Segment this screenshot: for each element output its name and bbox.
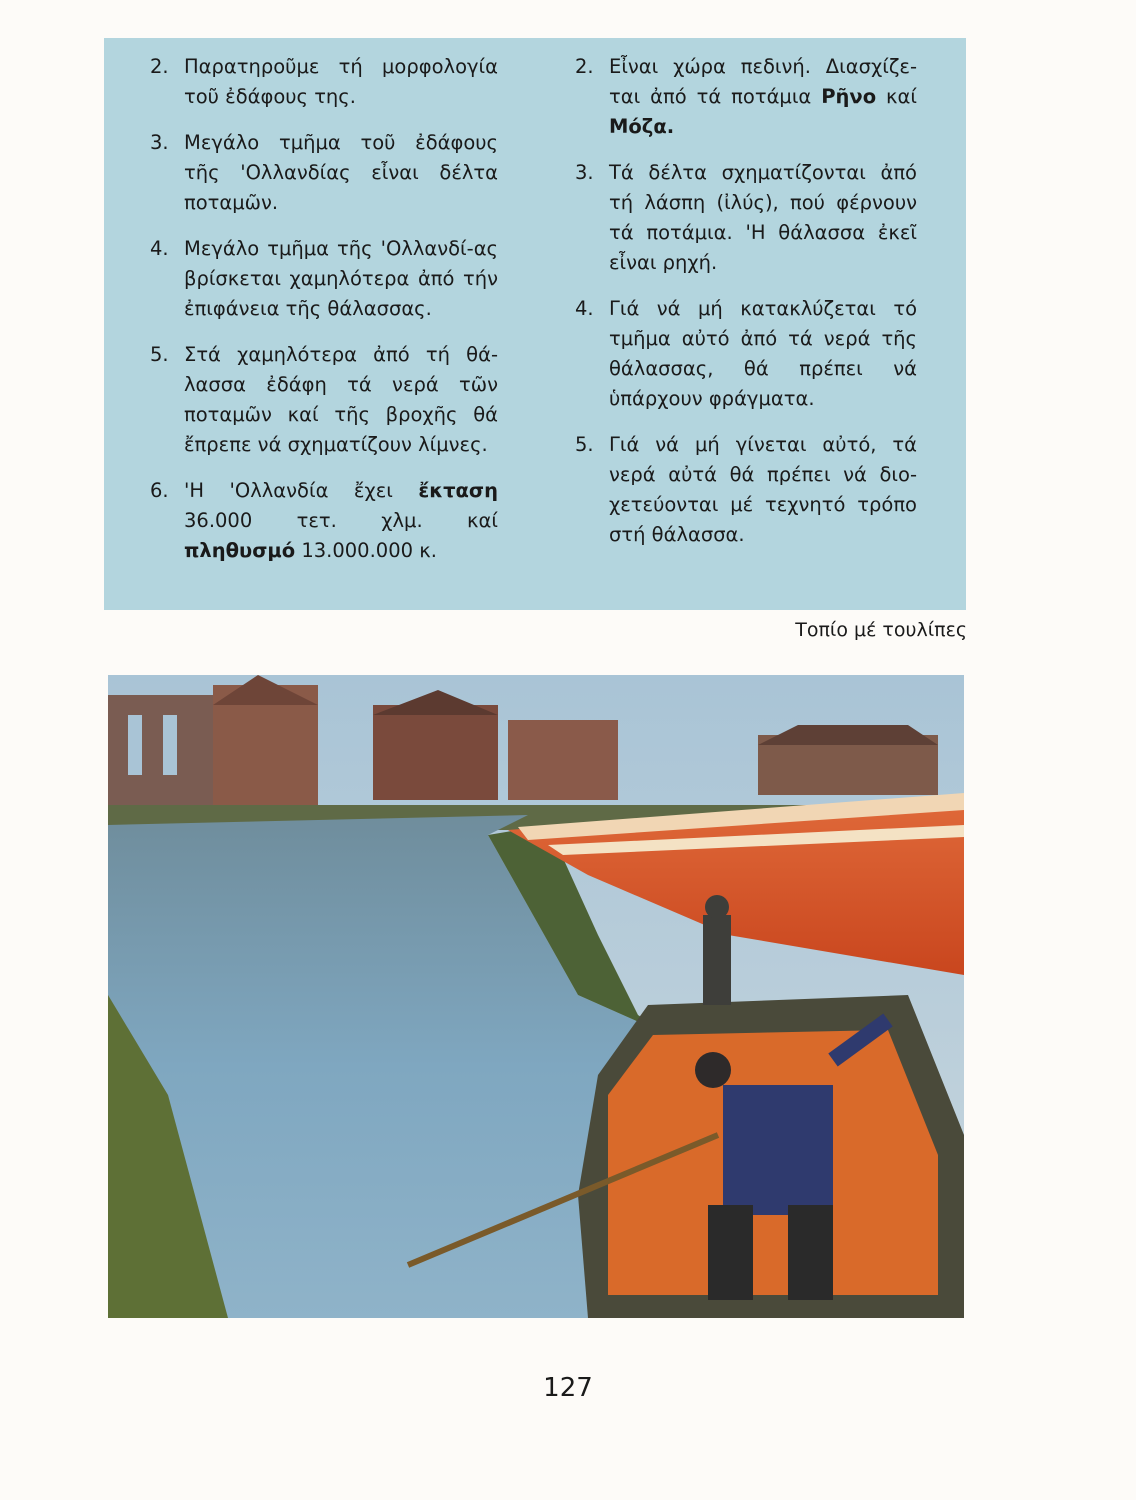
item-text [184, 340, 498, 460]
item-number: 3. [150, 131, 169, 154]
item-text [184, 128, 498, 218]
text-span: Μεγάλο τμῆμα τοῦ ἐδάφους τῆς 'Ολλανδίας εἶναι δέλτα ποταμῶν. [184, 131, 498, 214]
text-span: Παρατηροῦμε τή μορφολογία τοῦ ἐδάφους της. [184, 55, 498, 108]
text-span: 13.000.000 κ. [295, 539, 437, 562]
text-span: Τά δέλτα σχηματίζονται ἀπό τή λάσπη (ἰλύς), πού φέρνουν τά ποτάμια. 'Η θάλασσα ἐκεῖ εἶναι ρηχή. [609, 161, 917, 274]
item-text [609, 158, 917, 278]
item-number: 2. [150, 55, 169, 78]
left-column-list [150, 52, 498, 582]
text-span: Γιά νά μή κατακλύζεται τό τμῆμα αὐτό ἀπό τά νερά τῆς θάλασσας, θά πρέπει νά ὑπάρχουν φράγματα. [609, 297, 917, 410]
item-text [184, 234, 498, 324]
list-item [575, 158, 917, 278]
text-span: Γιά νά μή γίνεται αὐτό, τά νερά αὐτά θά πρέπει νά διο-χετεύονται μέ τεχνητό τρόπο στή θάλασσα. [609, 433, 917, 546]
item-number: 5. [575, 433, 594, 456]
item-text [609, 430, 917, 550]
bold-term: ἔκταση [418, 479, 498, 502]
page-number: 127 [543, 1373, 593, 1403]
bold-term: Μόζα. [609, 115, 675, 138]
right-column-list [575, 52, 917, 566]
item-number: 4. [575, 297, 594, 320]
list-item [150, 234, 498, 324]
item-text [184, 476, 498, 566]
item-number: 2. [575, 55, 594, 78]
text-span: Μεγάλο τμῆμα τῆς 'Ολλανδί-ας βρίσκεται χαμηλότερα ἀπό τήν ἐπιφάνεια τῆς θάλασσας. [184, 237, 498, 320]
tulip-landscape-photo [108, 675, 964, 1318]
item-text [609, 294, 917, 414]
bold-term: πληθυσμό [184, 539, 296, 562]
item-number: 3. [575, 161, 594, 184]
text-span: καί [876, 85, 917, 108]
text-span: Εἶναι χώρα πεδινή. Διασχίζε-ται ἀπό τά ποτάμια [609, 55, 917, 108]
list-item [150, 340, 498, 460]
item-number: 5. [150, 343, 169, 366]
text-span: 36.000 τετ. χλμ. καί [184, 509, 498, 532]
list-item [575, 430, 917, 550]
list-item [150, 52, 498, 112]
bold-term: Ρῆνο [821, 85, 877, 108]
text-span: Στά χαμηλότερα ἀπό τή θά-λασσα ἐδάφη τά νερά τῶν ποταμῶν καί τῆς βροχῆς θά ἔπρεπε νά σχηματίζουν λίμνες. [184, 343, 498, 456]
item-text [609, 52, 917, 142]
list-item [575, 52, 917, 142]
photo-caption: Τοπίο μέ τουλίπες [795, 619, 967, 641]
text-span: 'Η 'Ολλανδία ἔχει [184, 479, 419, 502]
item-number: 6. [150, 479, 169, 502]
list-item [150, 476, 498, 566]
item-number: 4. [150, 237, 169, 260]
item-text [184, 52, 498, 112]
list-item [150, 128, 498, 218]
list-item [575, 294, 917, 414]
